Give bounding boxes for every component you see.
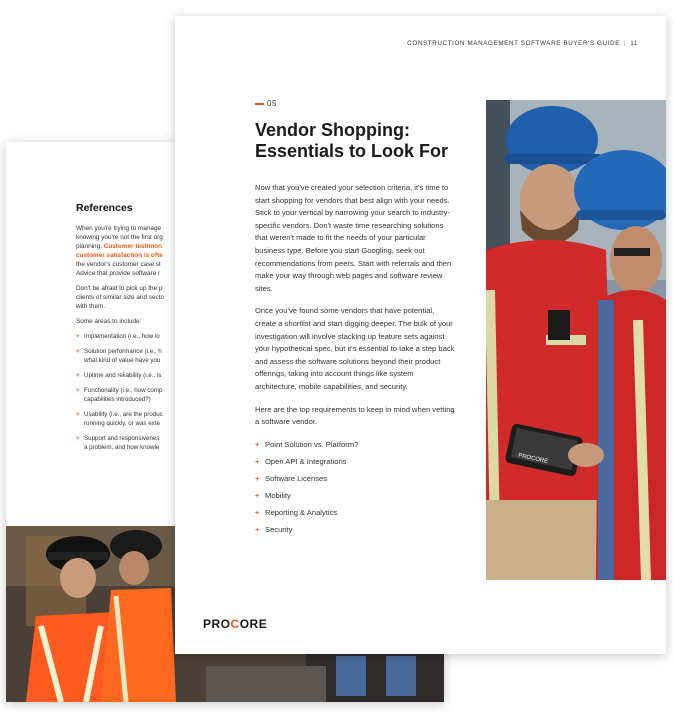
list-item: + Usability (i.e., are the produc running quickly, or was exte	[76, 410, 186, 428]
references-column	[76, 202, 186, 458]
tablet-brand: PROCORE	[517, 452, 549, 466]
body-paragraph: Here are the top requirements to keep in mind when vetting a software vendor.	[255, 404, 455, 427]
body-paragraph: Now that you've created your selection criteria, it's time to start shopping for vendors that best align with your needs. Stick to your vertical by narrowing your search to industry-specific vendors. Don't waste time researching solutions that weren't made to fit the needs of your particular business type. Before you start Googling, seek out recommendations from peers. Start with referrals and then make your way through web pages and software review sites.	[255, 183, 452, 293]
section-dash	[255, 103, 264, 105]
requirements-list	[255, 439, 455, 536]
list-item: + Implementation (i.e., how lo	[76, 332, 186, 341]
list-item: + Solution performance (i.e., h what kind of value have you	[76, 347, 186, 365]
body-paragraph: Once you've found some vendors that have potential, create a shortlist and start digging deeper. The bulk of your investigation will involve stacking up feature sets against your hypothetical spec, but it's essential to take a step back and assess the software solutions beyond their product offerings, taking into account things like system architecture, mobile capabilities, and security.	[255, 306, 455, 391]
references-paragraph-1: When you're trying to manage knowing you're not the first org planning. Customer testimon customer satisfaction is ofte the vendor's customer case st Advice that provide software r	[76, 225, 163, 277]
workers-photo-front	[486, 100, 666, 580]
list-item: + Software Licenses	[255, 473, 455, 485]
list-item: + Point Solution vs. Platform?	[255, 439, 455, 451]
page-number: 11	[630, 40, 638, 47]
front-page	[175, 16, 666, 654]
running-header: CONSTRUCTION MANAGEMENT SOFTWARE BUYER'S GUIDE | 11	[407, 40, 638, 47]
list-item: + Open API & Integrations	[255, 456, 455, 468]
procore-logo: PROCORE	[203, 617, 268, 631]
references-list-intro: Some areas to include:	[76, 318, 142, 325]
page-title: Vendor Shopping: Essentials to Look For	[255, 120, 449, 161]
list-item: + Functionality (i.e., how comp capabilities introduced?)	[76, 386, 186, 404]
list-item: + Uptime and reliability (i.e., is	[76, 371, 186, 380]
list-item: + Support and responsivenes a problem, and how knowle	[76, 434, 186, 452]
list-item: + Mobility	[255, 490, 455, 502]
references-paragraph-2: Don't be afraid to pick up the p clients of similar size and secto with them.	[76, 285, 165, 310]
references-title: References	[76, 202, 133, 214]
back-page-top	[0, 0, 175, 140]
list-item: + Security	[255, 524, 455, 536]
workers-illustration-front	[486, 100, 666, 580]
section-number: 05	[255, 99, 277, 108]
body-column	[255, 182, 455, 541]
references-list	[76, 332, 186, 452]
list-item: + Reporting & Analytics	[255, 507, 455, 519]
